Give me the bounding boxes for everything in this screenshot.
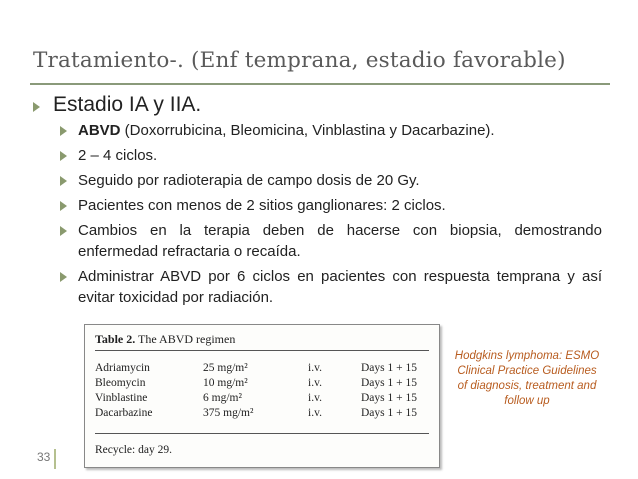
dose-cell: 10 mg/m² bbox=[203, 377, 248, 389]
dose-cell: 6 mg/m² bbox=[203, 392, 242, 404]
drug-cell: Dacarbazine bbox=[95, 407, 153, 419]
route-cell: i.v. bbox=[308, 407, 322, 419]
heading-bullet: Estadio IA y IIA. bbox=[53, 93, 202, 116]
table-caption-label: Table 2. bbox=[95, 332, 136, 346]
table-row bbox=[95, 392, 429, 405]
table-row bbox=[95, 362, 429, 375]
drug-cell: Vinblastine bbox=[95, 392, 148, 404]
days-cell: Days 1 + 15 bbox=[361, 392, 417, 404]
bullet-bold: ABVD bbox=[78, 122, 121, 139]
route-cell: i.v. bbox=[308, 377, 322, 389]
route-cell: i.v. bbox=[308, 392, 322, 404]
bullet-item: Pacientes con menos de 2 sitios ganglionares: 2 ciclos. bbox=[78, 197, 446, 214]
table-caption-text: The ABVD regimen bbox=[135, 332, 236, 346]
days-cell: Days 1 + 15 bbox=[361, 377, 417, 389]
dose-cell: 375 mg/m² bbox=[203, 407, 254, 419]
bullet-item: 2 – 4 ciclos. bbox=[78, 147, 158, 164]
bullet-item: Administrar ABVD por 6 ciclos en pacientes con respuesta temprana y así evitar toxicidad por radiación. bbox=[78, 268, 602, 306]
route-cell: i.v. bbox=[308, 362, 322, 374]
bullet-item: Seguido por radioterapia de campo dosis de 20 Gy. bbox=[78, 172, 420, 189]
bullet-text: (Doxorrubicina, Bleomicina, Vinblastina y Dacarbazine). bbox=[120, 122, 495, 139]
slide-title: Tratamiento-. (Enf temprana, estadio favorable) bbox=[33, 48, 566, 73]
table-footer: Recycle: day 29. bbox=[95, 444, 172, 456]
reference-note: Hodgkins lymphoma: ESMO Clinical Practice Guidelines of diagnosis, treatment and follow up bbox=[454, 350, 600, 407]
bullet-item: Cambios en la terapia deben de hacerse con biopsia, demostrando enfermedad refractaria o recaída. bbox=[78, 222, 602, 260]
table-caption bbox=[95, 332, 235, 347]
days-cell: Days 1 + 15 bbox=[361, 407, 417, 419]
title-divider bbox=[30, 83, 610, 85]
bullet-triangle-icon bbox=[60, 201, 67, 211]
drug-cell: Bleomycin bbox=[95, 377, 146, 389]
table-row bbox=[95, 407, 429, 420]
page-number: 33 bbox=[37, 450, 51, 464]
bullet-triangle-icon bbox=[60, 272, 67, 282]
bullet-triangle-icon bbox=[60, 176, 67, 186]
dose-cell: 25 mg/m² bbox=[203, 362, 248, 374]
table-row bbox=[95, 377, 429, 390]
bullet-triangle-icon bbox=[60, 151, 67, 161]
table-rule bbox=[95, 350, 429, 351]
bullet-triangle-icon bbox=[60, 226, 67, 236]
bullet-triangle-icon bbox=[33, 102, 40, 112]
days-cell: Days 1 + 15 bbox=[361, 362, 417, 374]
bullet-triangle-icon bbox=[60, 126, 67, 136]
abvd-regimen-table bbox=[84, 324, 440, 468]
bullet-item bbox=[78, 120, 602, 141]
drug-cell: Adriamycin bbox=[95, 362, 150, 374]
footer-divider bbox=[54, 449, 56, 469]
table-rule bbox=[95, 433, 429, 434]
